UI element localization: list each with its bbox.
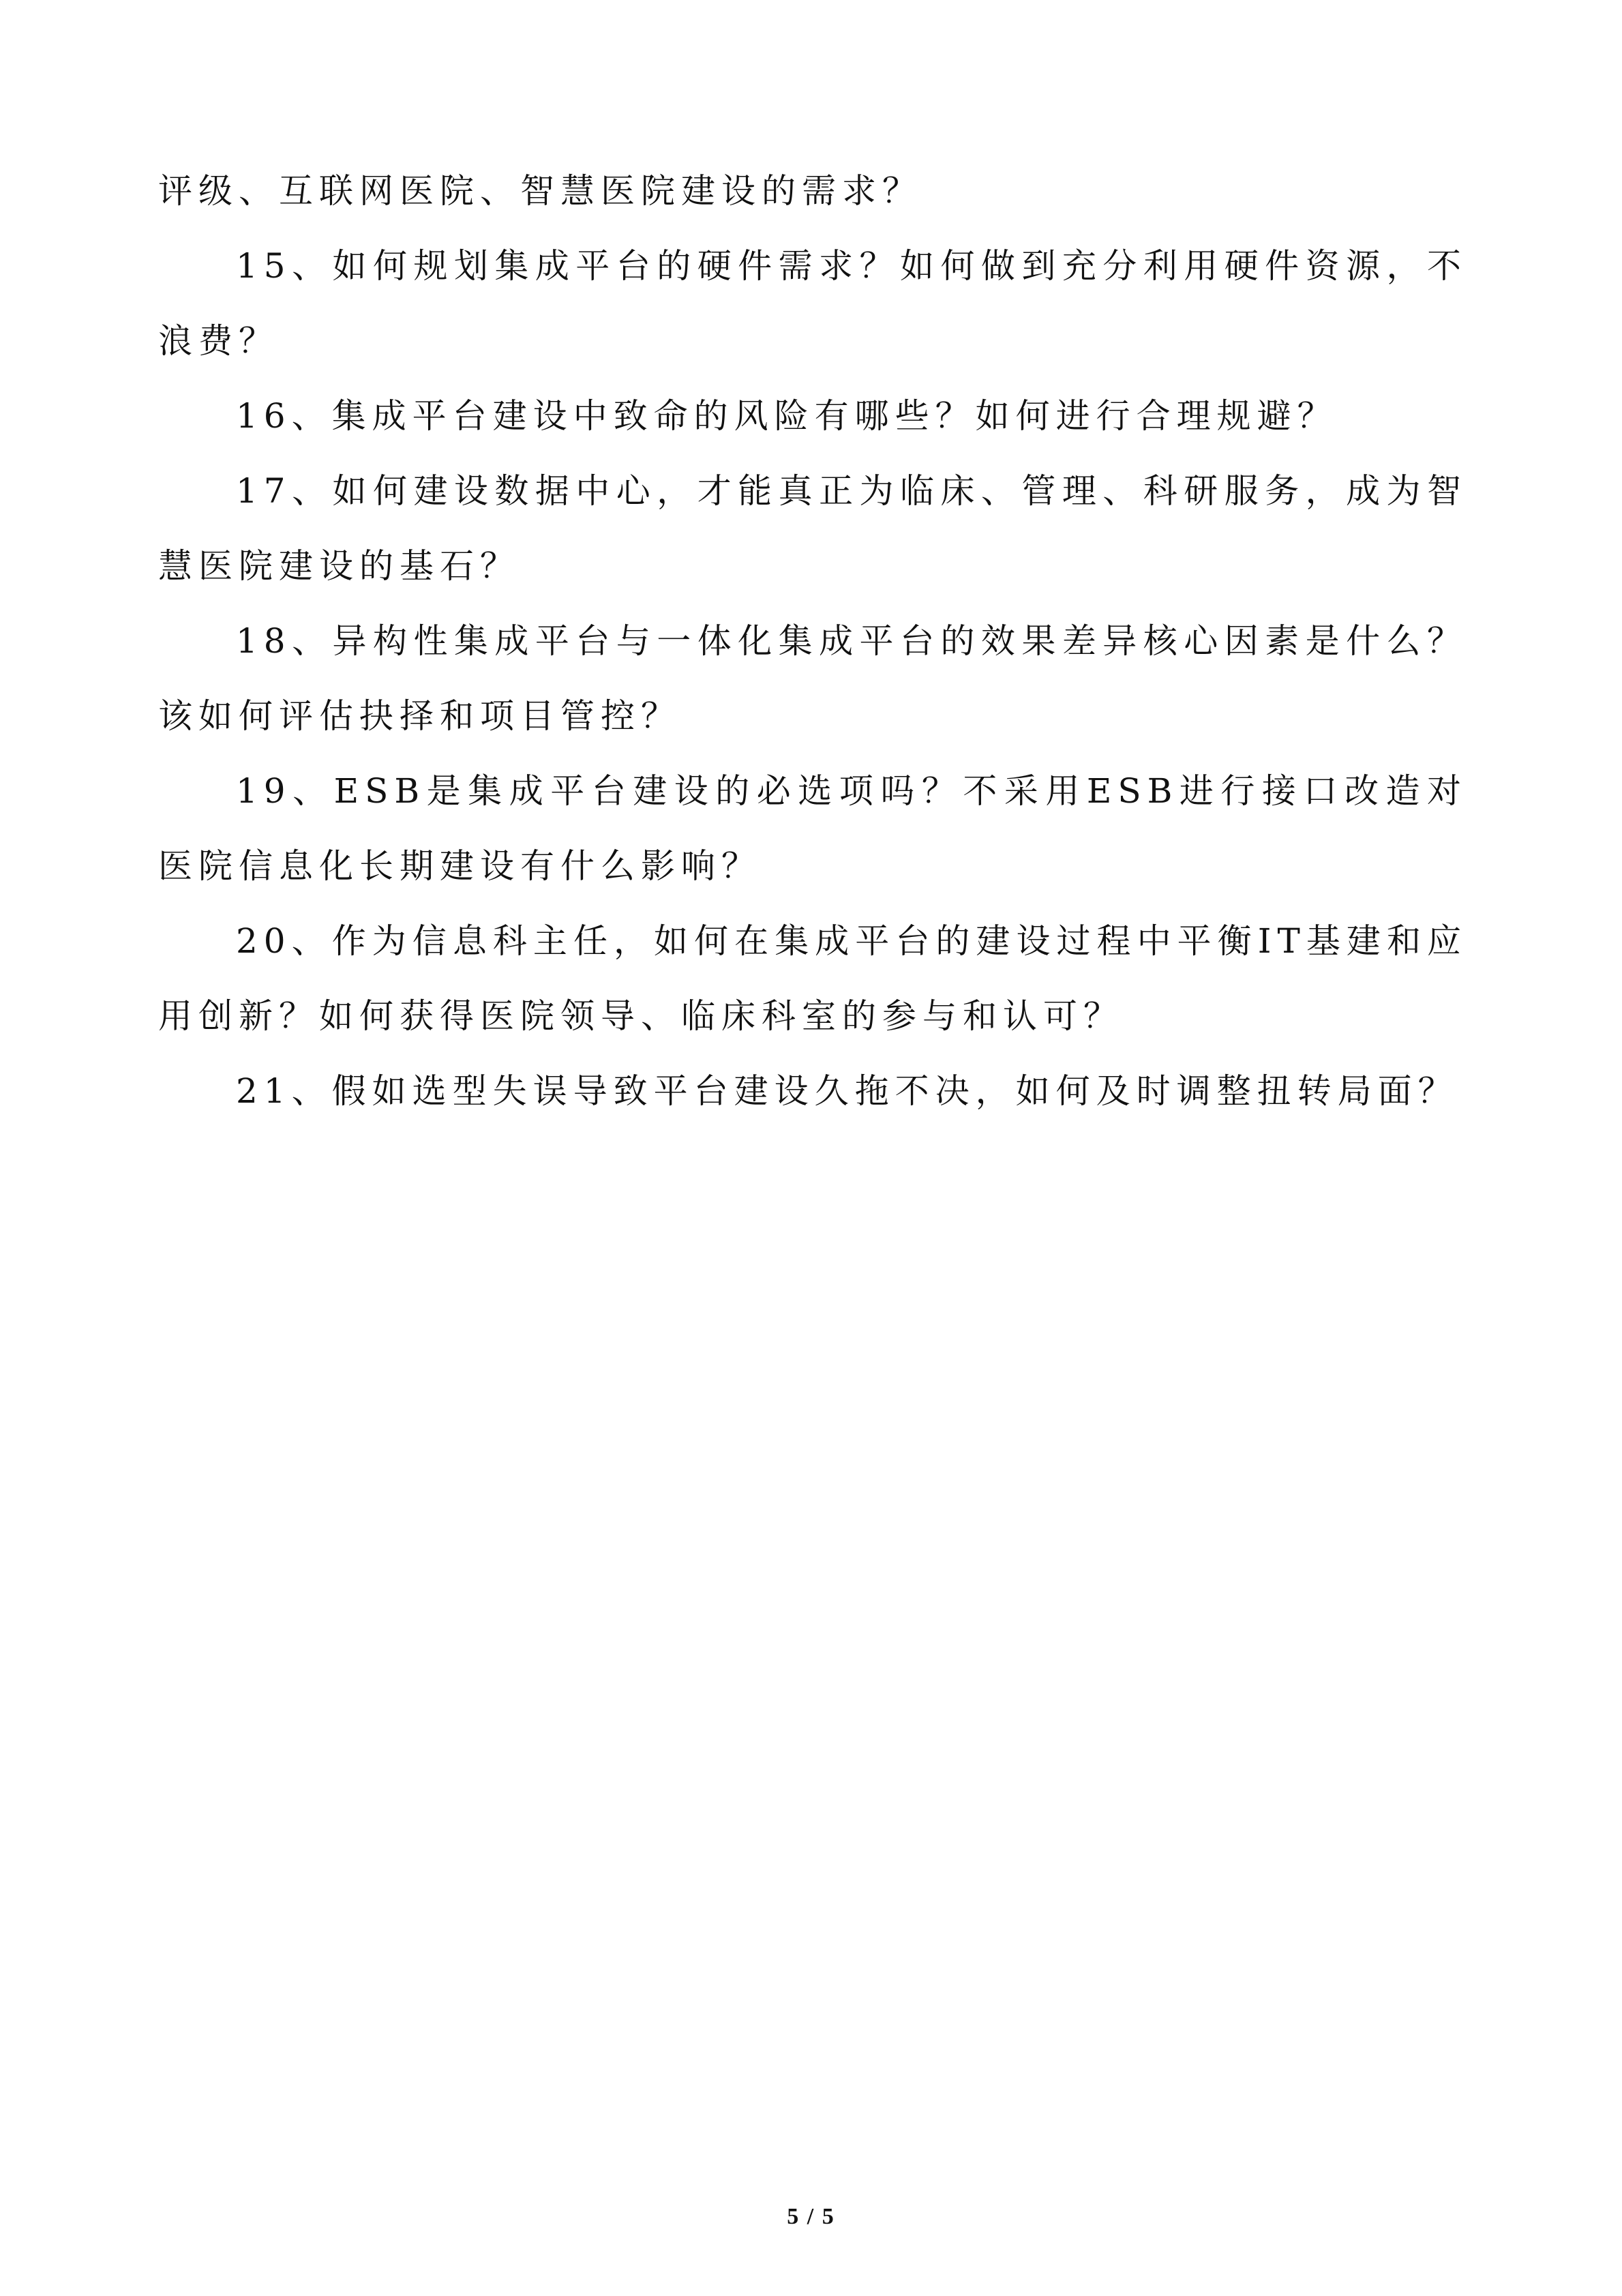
question-15: 15、如何规划集成平台的硬件需求？如何做到充分利用硬件资源，不浪费？ [158,246,1467,361]
page-number: 5 / 5 [787,2204,835,2229]
document-body [158,153,1467,1129]
question-18: 18、异构性集成平台与一体化集成平台的效果差异核心因素是什么？该如何评估抉择和项目管控？ [158,621,1467,736]
question-20: 20、作为信息科主任，如何在集成平台的建设过程中平衡IT基建和应用创新？如何获得医院领导、临床科室的参与和认可？ [158,921,1467,1036]
paragraph-continuation: 评级、互联网医院、智慧医院建设的需求？ [158,171,922,211]
question-21: 21、假如选型失误导致平台建设久拖不决，如何及时调整扭转局面？ [236,1071,1458,1111]
question-17: 17、如何建设数据中心，才能真正为临床、管理、科研服务，成为智慧医院建设的基石？ [158,471,1467,586]
question-16: 16、集成平台建设中致命的风险有哪些？如何进行合理规避？ [236,396,1338,436]
question-19: 19、ESB是集成平台建设的必选项吗？不采用ESB进行接口改造对医院信息化长期建设有什么影响？ [158,771,1467,886]
